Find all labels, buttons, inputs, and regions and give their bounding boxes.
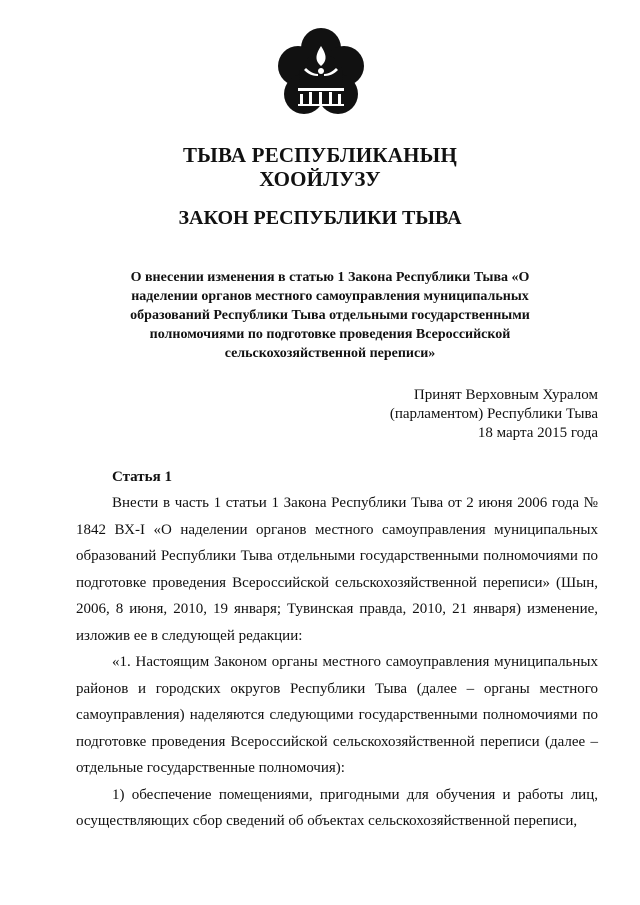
law-title: ЗАКОН РЕСПУБЛИКИ ТЫВА [178, 207, 462, 229]
adoption-date: 18 марта 2015 года [477, 425, 598, 441]
title-tyva-line2: ХООЙЛУЗУ [259, 167, 381, 191]
title-tyva-line1: ТЫВА РЕСПУБЛИКАНЫҢ [182, 143, 458, 167]
article-paragraph: Внести в часть 1 статьи 1 Закона Республики Тыва от 2 июня 2006 года № 1842 ВХ-I «О наделении органов местного самоуправления муниципальных образований Республики Тыва отдельными государственными полномочиями по подготовке проведения Всероссийской сельскохозяйственной переписи» (Шын, 2006, 8 июня, 2010, 19 января; Тувинская правда, 2010, 21 января) изменение, изложив ее в следующей редакции: [76, 495, 598, 644]
adoption-line-1: Принят Верховным Хуралом [413, 387, 598, 403]
adoption-line-2: (парламентом) Республики Тыва [389, 406, 598, 422]
article-paragraph: «1. Настоящим Законом органы местного самоуправления муниципальных районов и городских округов Республики Тыва (далее – органы местного самоуправления) наделяются следующими государственными полномочиями по подготовке проведения Всероссийской сельскохозяйственной переписи (далее – отдельные государственные полномочия): [76, 654, 598, 776]
title-tyva [0, 143, 640, 191]
law-subject: О внесении изменения в статью 1 Закона Республики Тыва «О наделении органов местного самоуправления муниципальных образований Республики Тыва отдельными государственными полномочиями по подготовке проведения Всероссийской сельскохозяйственной переписи» [130, 270, 530, 361]
article-paragraph: 1) обеспечение помещениями, пригодными для обучения и работы лиц, осуществляющих сбор сведений об объектах сельскохозяйственной переписи, [76, 786, 598, 829]
article-heading: Статья 1 [112, 469, 172, 485]
adoption-block [390, 386, 598, 443]
emblem-icon [276, 26, 366, 121]
article-body [76, 490, 598, 835]
